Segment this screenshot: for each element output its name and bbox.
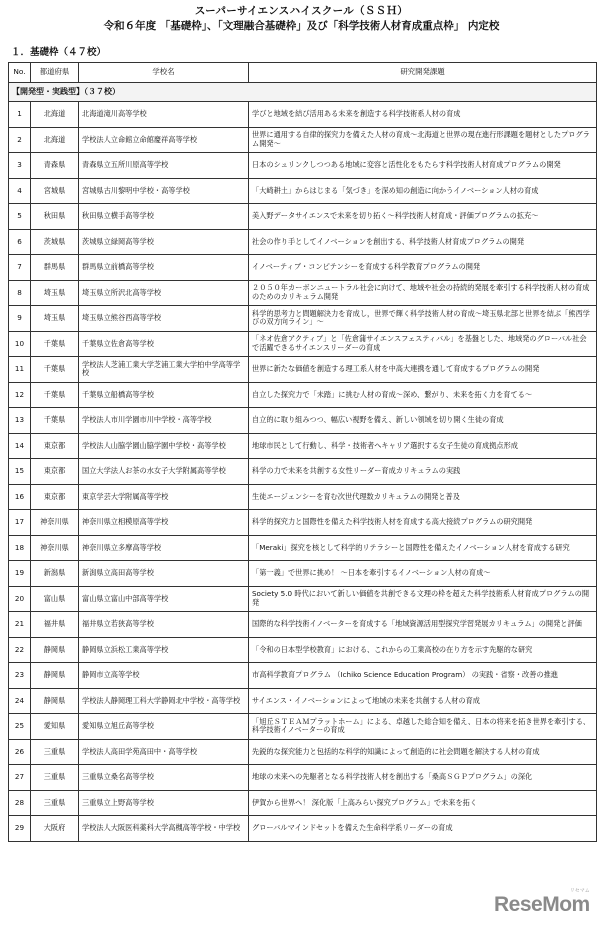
row-school-name: 学校法人高田学苑高田中・高等学校 (79, 739, 249, 765)
table-row (9, 357, 597, 383)
table-row (9, 306, 597, 332)
row-school-name: 学校法人山脇学園山脇学園中学校・高等学校 (79, 433, 249, 459)
row-prefecture: 青森県 (31, 153, 79, 179)
row-school-name: 東京学芸大学附属高等学校 (79, 484, 249, 510)
row-prefecture: 富山県 (31, 586, 79, 612)
row-theme: 国際的な科学技術イノベーターを育成する「地域資源活用型探究学習発展カリキュラム」の開発と評価 (249, 612, 597, 638)
table-row (9, 204, 597, 230)
row-prefecture: 茨城県 (31, 229, 79, 255)
table-row (9, 612, 597, 638)
table-row (9, 790, 597, 816)
row-prefecture: 大阪府 (31, 816, 79, 842)
row-no: 19 (9, 561, 31, 587)
table-row (9, 153, 597, 179)
row-school-name: 群馬県立前橋高等学校 (79, 255, 249, 281)
row-prefecture: 埼玉県 (31, 280, 79, 306)
row-no: 18 (9, 535, 31, 561)
row-prefecture: 群馬県 (31, 255, 79, 281)
row-no: 7 (9, 255, 31, 281)
row-no: 11 (9, 357, 31, 383)
table-row (9, 586, 597, 612)
resemom-logo (494, 888, 590, 917)
col-header-theme: 研究開発課題 (249, 63, 597, 83)
school-table (8, 62, 597, 842)
row-theme: 社会の作り手としてイノベーションを創出する、科学技術人材育成プログラムの開発 (249, 229, 597, 255)
row-theme: 自立した探究力で「未踏」に挑む人材の育成～深め、繋がり、未来を拓く力を育てる～ (249, 382, 597, 408)
row-theme: ２０５０年カーボンニュートラル社会に向けて、地域や社会の持続的発展を牽引する科学技術人材の育成のためのカリキュラム開発 (249, 280, 597, 306)
row-prefecture: 東京都 (31, 459, 79, 485)
row-school-name: 茨城県立緑岡高等学校 (79, 229, 249, 255)
table-row (9, 765, 597, 791)
row-prefecture: 東京都 (31, 433, 79, 459)
row-prefecture: 北海道 (31, 102, 79, 128)
row-theme: サイエンス・イノベーションによって地域の未来を共創する人材の育成 (249, 688, 597, 714)
category-label: 【開発型・実践型】（３７校） (9, 83, 597, 102)
row-prefecture: 千葉県 (31, 331, 79, 357)
table-row (9, 382, 597, 408)
row-no: 2 (9, 127, 31, 153)
table-row (9, 127, 597, 153)
row-theme: 地球市民として行動し、科学・技術者へキャリア選択する女子生徒の育成拠点形成 (249, 433, 597, 459)
row-theme: 科学的思考力と問題解決力を育成し，世界で輝く科学技術人材の育成～埼玉県北部と世界を結ぶ「熊西学びの双方向ライン」～ (249, 306, 597, 332)
row-school-name: 三重県立上野高等学校 (79, 790, 249, 816)
row-prefecture: 千葉県 (31, 408, 79, 434)
resemom-logo-kana: リセマム (569, 888, 590, 894)
table-row (9, 637, 597, 663)
col-header-prefecture: 都道府県 (31, 63, 79, 83)
row-theme: 市高科学教育プログラム （Ichiko Science Education Program） の実践・省察・改善の推進 (249, 663, 597, 689)
resemom-logo-text: ReseMom (494, 893, 590, 916)
row-theme: 先鋭的な探究能力と包括的な科学的知識によって創造的に社会問題を解決する人材の育成 (249, 739, 597, 765)
col-header-school: 学校名 (79, 63, 249, 83)
row-theme: 日本のシュリンクしつつある地域に変容と活性化をもたらす科学技術人材育成プログラムの開発 (249, 153, 597, 179)
row-prefecture: 三重県 (31, 765, 79, 791)
row-no: 16 (9, 484, 31, 510)
col-header-no: No. (9, 63, 31, 83)
row-school-name: 静岡県立浜松工業高等学校 (79, 637, 249, 663)
row-school-name: 青森県立五所川原高等学校 (79, 153, 249, 179)
row-no: 17 (9, 510, 31, 536)
table-row (9, 816, 597, 842)
row-no: 27 (9, 765, 31, 791)
table-row (9, 178, 597, 204)
row-school-name: 埼玉県立所沢北高等学校 (79, 280, 249, 306)
row-no: 24 (9, 688, 31, 714)
table-row (9, 714, 597, 740)
row-prefecture: 三重県 (31, 739, 79, 765)
table-row (9, 663, 597, 689)
table-row (9, 255, 597, 281)
row-no: 14 (9, 433, 31, 459)
row-prefecture: 東京都 (31, 484, 79, 510)
row-no: 9 (9, 306, 31, 332)
row-theme: 自立的に取り組みつつ、幅広い視野を備え、新しい領域を切り開く生徒の育成 (249, 408, 597, 434)
row-no: 5 (9, 204, 31, 230)
row-school-name: 北海道滝川高等学校 (79, 102, 249, 128)
row-theme: イノベーティブ・コンピテンシーを育成する科学教育プログラムの開発 (249, 255, 597, 281)
row-school-name: 国立大学法人お茶の水女子大学附属高等学校 (79, 459, 249, 485)
row-prefecture: 北海道 (31, 127, 79, 153)
row-theme: 美入野データサイエンスで未来を切り拓く～科学技術人材育成・評価プログラムの拡充～ (249, 204, 597, 230)
row-prefecture: 秋田県 (31, 204, 79, 230)
row-school-name: 学校法人立命館立命館慶祥高等学校 (79, 127, 249, 153)
row-no: 20 (9, 586, 31, 612)
row-theme: Society 5.0 時代において新しい価値を共創できる文理の枠を超えた科学技術系人材育成プログラムの開発 (249, 586, 597, 612)
row-theme: 世界に新たな価値を創造する理工系人材を中高大連携を通して育成するプログラムの開発 (249, 357, 597, 383)
table-row (9, 408, 597, 434)
table-row (9, 331, 597, 357)
row-theme: 科学的探究力と国際性を備えた科学技術人材を育成する高大接続プログラムの研究開発 (249, 510, 597, 536)
table-row (9, 433, 597, 459)
page-subtitle: 令和６年度 「基礎枠」、「文理融合基礎枠」及び「科学技術人材育成重点枠」 内定校 (103, 20, 500, 32)
section-heading: １．基礎枠（４７校） (11, 47, 107, 58)
table-header-row (9, 63, 597, 83)
row-no: 4 (9, 178, 31, 204)
row-no: 3 (9, 153, 31, 179)
row-school-name: 新潟県立高田高等学校 (79, 561, 249, 587)
row-school-name: 学校法人市川学園市川中学校・高等学校 (79, 408, 249, 434)
row-prefecture: 神奈川県 (31, 510, 79, 536)
row-school-name: 神奈川県立相模原高等学校 (79, 510, 249, 536)
row-school-name: 秋田県立横手高等学校 (79, 204, 249, 230)
category-row (9, 83, 597, 102)
row-school-name: 千葉県立佐倉高等学校 (79, 331, 249, 357)
table-row (9, 535, 597, 561)
table-row (9, 510, 597, 536)
row-prefecture: 神奈川県 (31, 535, 79, 561)
row-no: 10 (9, 331, 31, 357)
row-no: 12 (9, 382, 31, 408)
row-school-name: 埼玉県立熊谷西高等学校 (79, 306, 249, 332)
table-row (9, 688, 597, 714)
row-theme: 「ネオ佐倉アクティブ」と「佐倉蒲サイエンスフェスティバル」を基盤とした、地域発のグローバル社会で活躍できるサイエンスリーダーの育成 (249, 331, 597, 357)
row-theme: 科学の力で未来を共創する女性リーダー育成カリキュラムの実践 (249, 459, 597, 485)
row-theme: 世界に通用する自律的探究力を備えた人材の育成～北海道と世界の現在進行形課題を題材としたプログラム開発～ (249, 127, 597, 153)
row-school-name: 三重県立桑名高等学校 (79, 765, 249, 791)
table-row (9, 102, 597, 128)
row-prefecture: 愛知県 (31, 714, 79, 740)
table-row (9, 561, 597, 587)
row-prefecture: 静岡県 (31, 663, 79, 689)
table-row (9, 280, 597, 306)
row-no: 1 (9, 102, 31, 128)
row-school-name: 愛知県立旭丘高等学校 (79, 714, 249, 740)
row-theme: 「大崎耕土」からはじまる「気づき」を深め知の創造に向かうイノベーション人材の育成 (249, 178, 597, 204)
table-row (9, 484, 597, 510)
row-no: 28 (9, 790, 31, 816)
row-no: 25 (9, 714, 31, 740)
row-school-name: 福井県立若狭高等学校 (79, 612, 249, 638)
row-school-name: 学校法人静岡理工科大学静岡北中学校・高等学校 (79, 688, 249, 714)
table-row (9, 459, 597, 485)
row-school-name: 学校法人芝浦工業大学芝浦工業大学柏中学高等学校 (79, 357, 249, 383)
row-no: 8 (9, 280, 31, 306)
row-no: 15 (9, 459, 31, 485)
row-school-name: 学校法人大阪医科薬科大学高槻高等学校・中学校 (79, 816, 249, 842)
row-school-name: 富山県立富山中部高等学校 (79, 586, 249, 612)
row-no: 26 (9, 739, 31, 765)
row-theme: 「第一義」で世界に挑め！ ～日本を牽引するイノベーション人材の育成～ (249, 561, 597, 587)
table-row (9, 229, 597, 255)
row-theme: 伊賀から世界へ！ 深化版「上高みらい探究プログラム」で未来を拓く (249, 790, 597, 816)
row-prefecture: 千葉県 (31, 382, 79, 408)
row-prefecture: 三重県 (31, 790, 79, 816)
row-no: 23 (9, 663, 31, 689)
row-prefecture: 静岡県 (31, 688, 79, 714)
row-school-name: 宮城県古川黎明中学校・高等学校 (79, 178, 249, 204)
row-no: 6 (9, 229, 31, 255)
row-school-name: 神奈川県立多摩高等学校 (79, 535, 249, 561)
row-theme: 生徒エージェンシーを育む次世代理数カリキュラムの開発と普及 (249, 484, 597, 510)
row-no: 21 (9, 612, 31, 638)
row-school-name: 静岡市立高等学校 (79, 663, 249, 689)
row-prefecture: 新潟県 (31, 561, 79, 587)
row-no: 29 (9, 816, 31, 842)
row-prefecture: 宮城県 (31, 178, 79, 204)
row-theme: 「Meraki」探究を核として科学的リテラシーと国際性を備えたイノベーション人材を育成する研究 (249, 535, 597, 561)
row-no: 22 (9, 637, 31, 663)
row-prefecture: 福井県 (31, 612, 79, 638)
table-row (9, 739, 597, 765)
row-no: 13 (9, 408, 31, 434)
row-theme: 学びと地域を結び活用ある未来を創造する科学技術系人材の育成 (249, 102, 597, 128)
row-theme: 「旭丘ＳＴＥＡＭプラットホーム」による、卓越した総合知を備え、日本の将来を拓き世界を牽引する、科学技術イノベーターの育成 (249, 714, 597, 740)
row-theme: グローバルマインドセットを備えた生命科学系リーダーの育成 (249, 816, 597, 842)
row-prefecture: 静岡県 (31, 637, 79, 663)
row-school-name: 千葉県立船橋高等学校 (79, 382, 249, 408)
row-theme: 「令和の日本型学校教育」における、これからの工業高校の在り方を示す先駆的な研究 (249, 637, 597, 663)
row-prefecture: 千葉県 (31, 357, 79, 383)
row-prefecture: 埼玉県 (31, 306, 79, 332)
row-theme: 地球の未来への先駆者となる科学技術人材を創出する「桑高ＳＧＰプログラム」の深化 (249, 765, 597, 791)
page-title: スーパーサイエンスハイスクール（ＳＳＨ） (194, 5, 409, 17)
